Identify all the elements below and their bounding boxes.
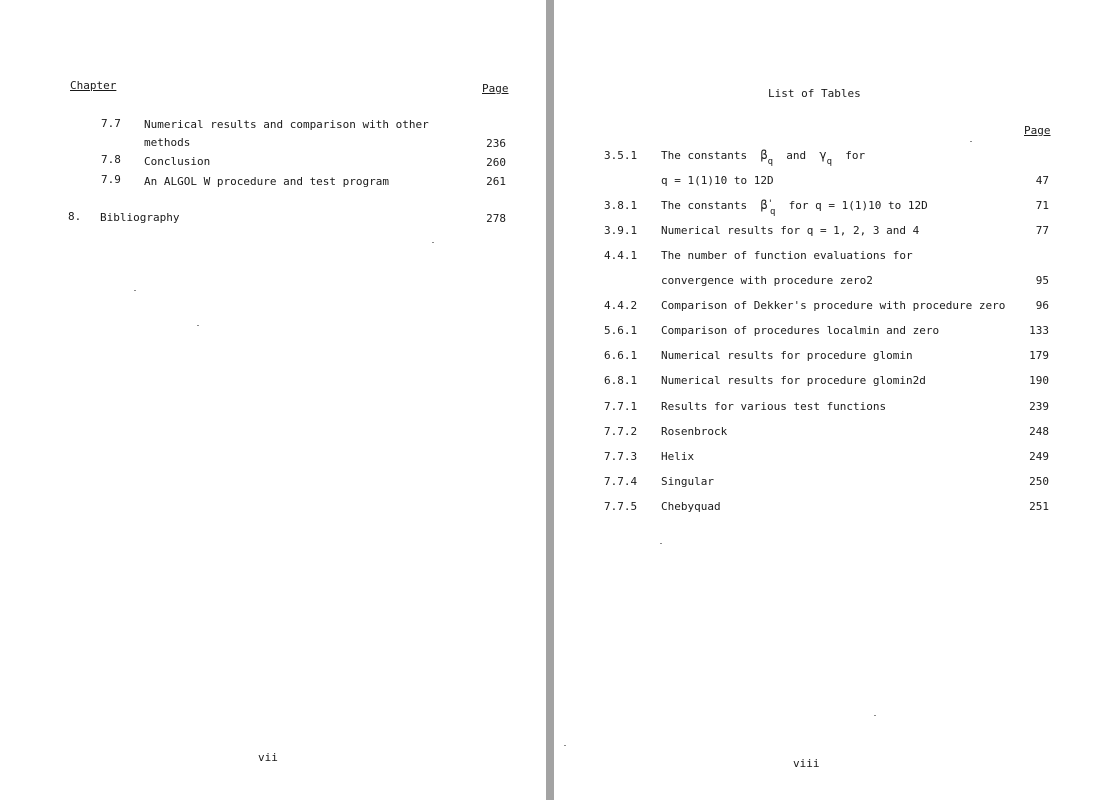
table-entry-title: Chebyquad: [661, 500, 721, 513]
table-entry-page: 77: [1035, 224, 1049, 237]
table-entry-page: 190: [1029, 374, 1049, 387]
table-entry-title: Comparison of procedures localmin and zero: [661, 324, 940, 337]
table-entry-title: Numerical results for procedure glomin2d: [661, 374, 926, 387]
page-gutter: [546, 0, 554, 800]
table-entry-title: Numerical results for procedure glomin: [661, 349, 913, 362]
scan-speck: [564, 745, 566, 746]
scan-speck: [432, 242, 434, 243]
table-entry-title-cont: q = 1(1)10 to 12D: [661, 174, 774, 187]
table-entry-title: The number of function evaluations for: [661, 249, 913, 262]
page-heading: Page: [482, 82, 509, 95]
table-entry-number: 7.7.3: [604, 450, 638, 463]
toc-entry-number: 8.: [68, 210, 82, 223]
list-of-tables-title: List of Tables: [768, 87, 861, 100]
table-entry-title-cont: convergence with procedure zero2: [661, 274, 873, 287]
table-entry-title: Rosenbrock: [661, 425, 728, 438]
table-entry-number: 3.8.1: [604, 199, 638, 212]
footer-page-number: viii: [793, 757, 820, 770]
table-entry-number: 4.4.2: [604, 299, 638, 312]
toc-entry-page: 261: [486, 175, 506, 188]
toc-entry-page: 278: [486, 212, 506, 225]
table-entry-page: 71: [1035, 199, 1049, 212]
table-entry-number: 5.6.1: [604, 324, 638, 337]
toc-entry-title: Conclusion: [144, 155, 211, 168]
table-entry-number: 3.5.1: [604, 149, 638, 162]
toc-entry-title-cont: methods: [144, 136, 191, 149]
table-entry-title: Numerical results for q = 1, 2, 3 and 4: [661, 224, 920, 237]
scan-speck: [660, 543, 662, 544]
table-entry-number: 7.7.1: [604, 400, 638, 413]
table-entry-page: 96: [1035, 299, 1049, 312]
table-entry-page: 47: [1035, 174, 1049, 187]
right-page: [554, 0, 1100, 800]
scan-speck: [197, 325, 199, 326]
toc-entry-page: 260: [486, 156, 506, 169]
table-entry-page: 250: [1029, 475, 1049, 488]
table-entry-number: 7.7.2: [604, 425, 638, 438]
toc-entry-title: Bibliography: [100, 211, 180, 224]
table-entry-number: 7.7.5: [604, 500, 638, 513]
toc-entry-title: Numerical results and comparison with other: [144, 118, 429, 131]
table-entry-title: Singular: [661, 475, 714, 488]
toc-entry-number: 7.8: [101, 153, 121, 166]
chapter-heading: Chapter: [70, 79, 117, 92]
table-entry-page: 251: [1029, 500, 1049, 513]
scan-speck: [134, 290, 136, 291]
table-entry-number: 6.8.1: [604, 374, 638, 387]
table-entry-number: 7.7.4: [604, 475, 638, 488]
scan-speck: [874, 715, 876, 716]
table-entry-number: 4.4.1: [604, 249, 638, 262]
table-entry-title: Results for various test functions: [661, 400, 887, 413]
toc-entry-number: 7.9: [101, 173, 121, 186]
toc-entry-number: 7.7: [101, 117, 121, 130]
table-entry-page: 248: [1029, 425, 1049, 438]
left-page: [0, 0, 546, 800]
scan-speck: [970, 141, 972, 142]
page-heading: Page: [1024, 124, 1051, 137]
toc-entry-title: An ALGOL W procedure and test program: [144, 175, 390, 188]
table-entry-title: Helix: [661, 450, 695, 463]
footer-page-number: vii: [258, 751, 278, 764]
table-entry-number: 6.6.1: [604, 349, 638, 362]
table-entry-page: 133: [1029, 324, 1049, 337]
table-entry-page: 95: [1035, 274, 1049, 287]
table-entry-title: The constants $\beta_q$ and $\gamma_q$ for: [661, 148, 866, 167]
table-entry-page: 239: [1029, 400, 1049, 413]
table-entry-title: Comparison of Dekker's procedure with procedure zero: [661, 299, 1006, 312]
table-entry-number: 3.9.1: [604, 224, 638, 237]
table-entry-page: 249: [1029, 450, 1049, 463]
table-entry-title: The constants $\beta'_q$ for q = 1(1)10 to 12D: [661, 198, 928, 217]
table-entry-page: 179: [1029, 349, 1049, 362]
toc-entry-page: 236: [486, 137, 506, 150]
